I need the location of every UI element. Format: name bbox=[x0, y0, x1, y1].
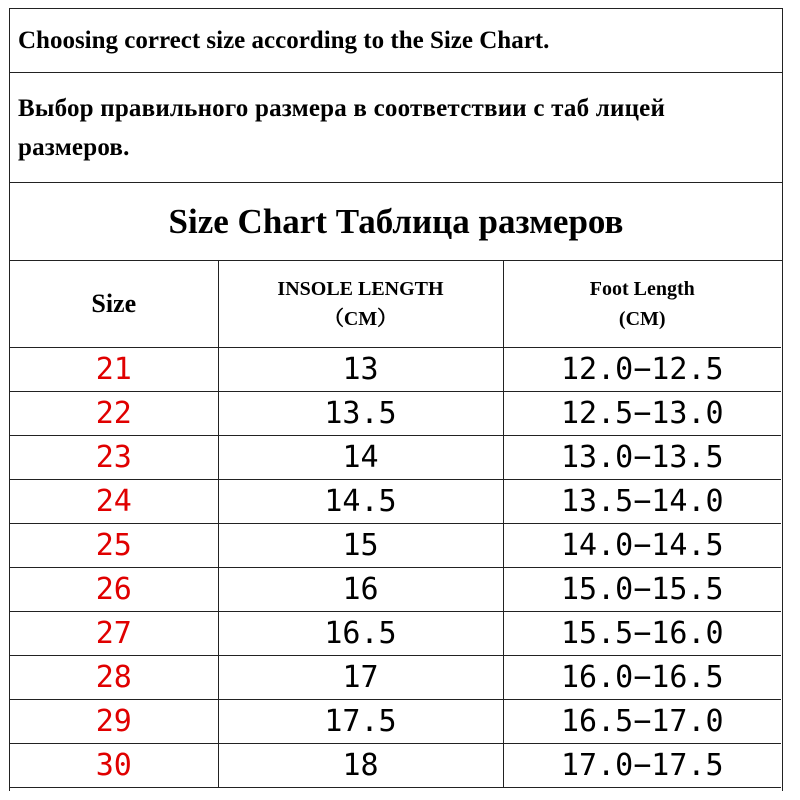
size-table bbox=[10, 261, 781, 788]
insole-length-cell: 13.5 bbox=[218, 392, 503, 436]
header-insole-label: INSOLE LENGTH bbox=[277, 278, 444, 300]
header-size bbox=[10, 261, 218, 348]
table-row bbox=[10, 524, 781, 568]
header-foot-length bbox=[503, 261, 781, 348]
foot-length-cell: 16.5−17.0 bbox=[503, 700, 781, 744]
size-cell: 25 bbox=[10, 524, 218, 568]
russian-note: Выбор правильного размера в соответствии с таб лицей размеров. bbox=[10, 73, 782, 183]
size-cell: 27 bbox=[10, 612, 218, 656]
foot-length-cell: 15.5−16.0 bbox=[503, 612, 781, 656]
foot-length-cell: 13.5−14.0 bbox=[503, 480, 781, 524]
size-cell: 21 bbox=[10, 348, 218, 392]
size-cell: 30 bbox=[10, 744, 218, 788]
size-cell: 22 bbox=[10, 392, 218, 436]
table-header-row bbox=[10, 261, 781, 348]
table-row bbox=[10, 744, 781, 788]
table-row bbox=[10, 348, 781, 392]
foot-length-cell: 17.0−17.5 bbox=[503, 744, 781, 788]
size-cell: 23 bbox=[10, 436, 218, 480]
foot-length-cell: 14.0−14.5 bbox=[503, 524, 781, 568]
size-cell: 26 bbox=[10, 568, 218, 612]
table-row bbox=[10, 700, 781, 744]
english-note: Choosing correct size according to the Size Chart. bbox=[10, 9, 782, 73]
header-insole-length bbox=[218, 261, 503, 348]
foot-length-cell: 12.0−12.5 bbox=[503, 348, 781, 392]
chart-title: Size Chart Таблица размеров bbox=[10, 183, 782, 261]
table-row bbox=[10, 612, 781, 656]
header-size-label: Size bbox=[91, 289, 137, 318]
size-cell: 24 bbox=[10, 480, 218, 524]
table-row bbox=[10, 568, 781, 612]
insole-length-cell: 17.5 bbox=[218, 700, 503, 744]
header-insole-unit: （CM） bbox=[323, 308, 398, 330]
size-cell: 29 bbox=[10, 700, 218, 744]
size-chart-sheet bbox=[9, 8, 783, 791]
insole-length-cell: 14.5 bbox=[218, 480, 503, 524]
table-row bbox=[10, 392, 781, 436]
header-foot-label: Foot Length bbox=[589, 278, 695, 300]
insole-length-cell: 16.5 bbox=[218, 612, 503, 656]
foot-length-cell: 16.0−16.5 bbox=[503, 656, 781, 700]
table-row bbox=[10, 656, 781, 700]
size-cell: 28 bbox=[10, 656, 218, 700]
header-foot-unit: (CM) bbox=[618, 308, 666, 330]
foot-length-cell: 15.0−15.5 bbox=[503, 568, 781, 612]
insole-length-cell: 16 bbox=[218, 568, 503, 612]
foot-length-cell: 12.5−13.0 bbox=[503, 392, 781, 436]
insole-length-cell: 14 bbox=[218, 436, 503, 480]
table-row bbox=[10, 436, 781, 480]
insole-length-cell: 17 bbox=[218, 656, 503, 700]
insole-length-cell: 15 bbox=[218, 524, 503, 568]
insole-length-cell: 13 bbox=[218, 348, 503, 392]
table-row bbox=[10, 480, 781, 524]
foot-length-cell: 13.0−13.5 bbox=[503, 436, 781, 480]
insole-length-cell: 18 bbox=[218, 744, 503, 788]
